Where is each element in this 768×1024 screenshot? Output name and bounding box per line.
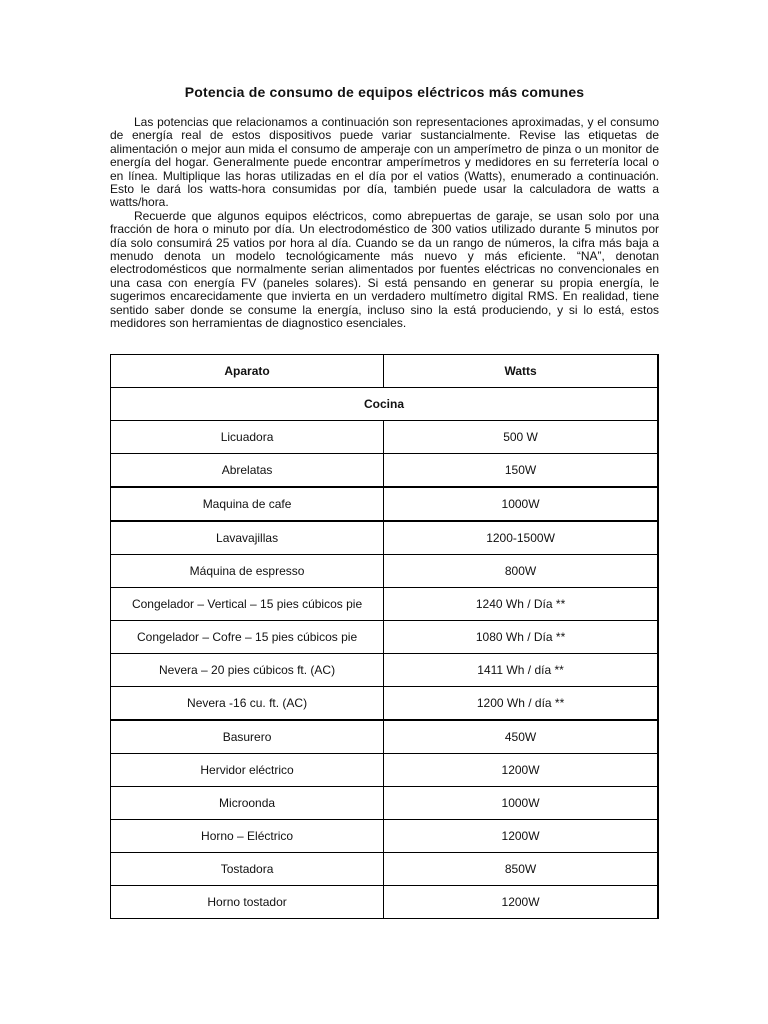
- appliance-cell: Lavavajillas: [111, 521, 384, 555]
- appliance-cell: Microonda: [111, 787, 384, 820]
- appliance-cell: Máquina de espresso: [111, 555, 384, 588]
- appliance-cell: Tostadora: [111, 853, 384, 886]
- watts-cell: 800W: [384, 555, 658, 588]
- power-table: [110, 354, 659, 919]
- paragraph: Recuerde que algunos equipos eléctricos, como abrepuertas de garaje, se usan solo por una fracción de hora o minuto por día. Un electrodoméstico de 300 vatios utilizado durante 5 minutos por día solo consumirá 25 vatios por hora al día. Cuando se da un rango de números, la cifra más baja a menudo denota un modelo tecnológicamente más nuevo y más eficiente. “NA”, denotan electrodomésticos que normalmente serian alimentados por fuentes eléctricas no convencionales en una casa con energía FV (paneles solares). Si está pensando en generar su propia energía, le sugerimos encarecidamente que invierta en un verdadero multímetro digital RMS. En realidad, tiene sentido saber donde se consume la energía, incluso sino la está produciendo, y si lo está, estos medidores son herramientas de diagnostico esenciales.: [110, 208, 659, 331]
- page-title: Potencia de consumo de equipos eléctricos más comunes: [184, 84, 585, 100]
- appliance-cell: Licuadora: [111, 421, 384, 454]
- watts-cell: 1200W: [384, 754, 658, 787]
- section-cocina: Cocina: [111, 388, 659, 421]
- table-row: [111, 787, 659, 820]
- header-aparato: Aparato: [111, 355, 384, 388]
- table-row: [111, 754, 659, 787]
- paragraph: Las potencias que relacionamos a continuación son representaciones aproximadas, y el consumo de energía real de estos dispositivos puede variar sustancialmente. Revise las etiquetas de alimentación o mejor aun mida el consumo de amperaje con un amperímetro de pinza o un monitor de energía del hogar. Generalmente puede encontrar amperímetros y medidores en su ferretería local o en línea. Multiplique las horas utilizadas en el día por el vatios (Watts), enumerado a continuación. Esto le dará los watts-hora consumidas por día, también puede usar la calculadora de watts a watts/hora.: [110, 115, 659, 210]
- watts-cell: 1411 Wh / día **: [384, 654, 658, 687]
- table-row: [111, 454, 659, 488]
- watts-cell: 850W: [384, 853, 658, 886]
- appliance-cell: Congelador – Cofre – 15 pies cúbicos pie: [111, 621, 384, 654]
- watts-cell: 1000W: [384, 787, 658, 820]
- section-row: [111, 388, 659, 421]
- table-row: [111, 555, 659, 588]
- table-row: [111, 687, 659, 721]
- watts-cell: 1000W: [384, 487, 658, 521]
- watts-cell: 500 W: [384, 421, 658, 454]
- table-header-row: [111, 355, 659, 388]
- appliance-cell: Hervidor eléctrico: [111, 754, 384, 787]
- table-row: [111, 853, 659, 886]
- table-row: [111, 521, 659, 555]
- watts-cell: 1240 Wh / Día **: [384, 588, 658, 621]
- table-row: [111, 421, 659, 454]
- watts-cell: 150W: [384, 454, 658, 488]
- table-row: [111, 487, 659, 521]
- watts-cell: 1200-1500W: [384, 521, 658, 555]
- table-row: [111, 654, 659, 687]
- appliance-cell: Nevera – 20 pies cúbicos ft. (AC): [111, 654, 384, 687]
- appliance-cell: Basurero: [111, 720, 384, 754]
- table-row: [111, 720, 659, 754]
- header-watts: Watts: [384, 355, 658, 388]
- watts-cell: 450W: [384, 720, 658, 754]
- appliance-cell: Horno – Eléctrico: [111, 820, 384, 853]
- watts-cell: 1200W: [384, 886, 658, 919]
- appliance-cell: Abrelatas: [111, 454, 384, 488]
- table-row: [111, 621, 659, 654]
- table-row: [111, 588, 659, 621]
- watts-cell: 1200W: [384, 820, 658, 853]
- watts-cell: 1200 Wh / día **: [384, 687, 658, 721]
- appliance-cell: Horno tostador: [111, 886, 384, 919]
- watts-cell: 1080 Wh / Día **: [384, 621, 658, 654]
- table-row: [111, 820, 659, 853]
- appliance-cell: Maquina de cafe: [111, 487, 384, 521]
- appliance-cell: Congelador – Vertical – 15 pies cúbicos pie: [111, 588, 384, 621]
- table-row: [111, 886, 659, 919]
- intro-text: [110, 116, 659, 331]
- appliance-cell: Nevera -16 cu. ft. (AC): [111, 687, 384, 721]
